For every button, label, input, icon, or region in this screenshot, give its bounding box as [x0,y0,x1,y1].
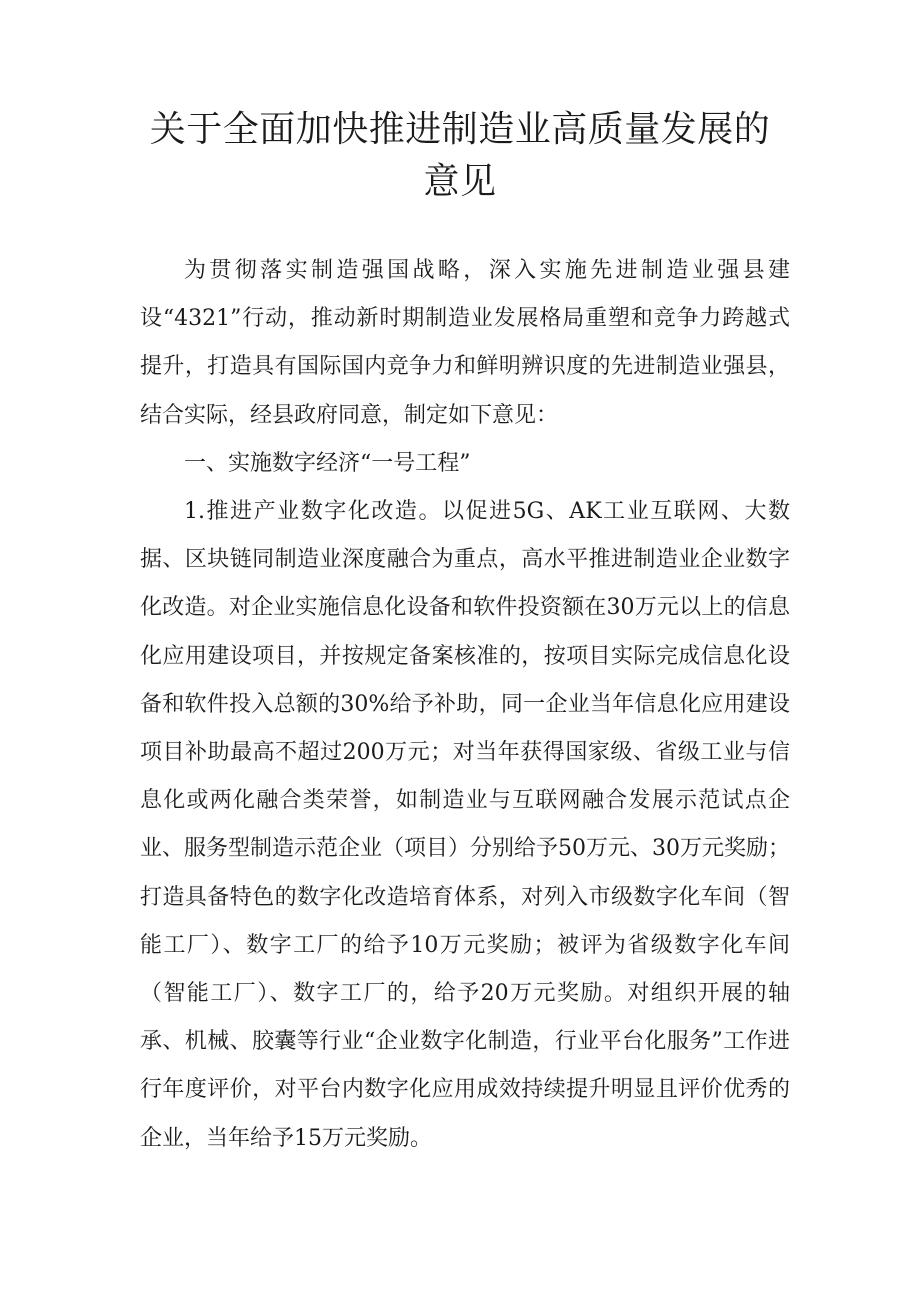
document-body [140,247,790,1163]
document-title: 关于全面加快推进制造业高质量发展的意见 [149,109,771,202]
item-paragraph: 1.推进产业数字化改造。以促进5G、AK工业互联网、大数据、区块链同制造业深度融合为重点，高水平推进制造业企业数字化改造。对企业实施信息化设备和软件投资额在30万元以上的信息化应用建设项目，并按规定备案核准的，按项目实际完成信息化设备和软件投入总额的30%给予补助，同一企业当年信息化应用建设项目补助最高不超过200万元；对当年获得国家级、省级工业与信息化或两化融合类荣誉，如制造业与互联网融合发展示范试点企业、服务型制造示范企业（项目）分别给予50万元、30万元奖励；打造具备特色的数字化改造培育体系，对列入市级数字化车间（智能工厂）、数字工厂的给予10万元奖励；被评为省级数字化车间（智能工厂）、数字工厂的，给予20万元奖励。对组织开展的轴承、机械、胶囊等行业“企业数字化制造，行业平台化服务”工作进行年度评价，对平台内数字化应用成效持续提升明显且评价优秀的企业，当年给予15万元奖励。 [140,499,790,1151]
intro-paragraph: 为贯彻落实制造强国战略，深入实施先进制造业强县建设“4321”行动，推动新时期制造业发展格局重塑和竞争力跨越式提升，打造具有国际国内竞争力和鲜明辨识度的先进制造业强县，结合实际，经县政府同意，制定如下意见： [140,258,790,428]
section-heading: 一、实施数字经济“一号工程” [184,450,471,476]
